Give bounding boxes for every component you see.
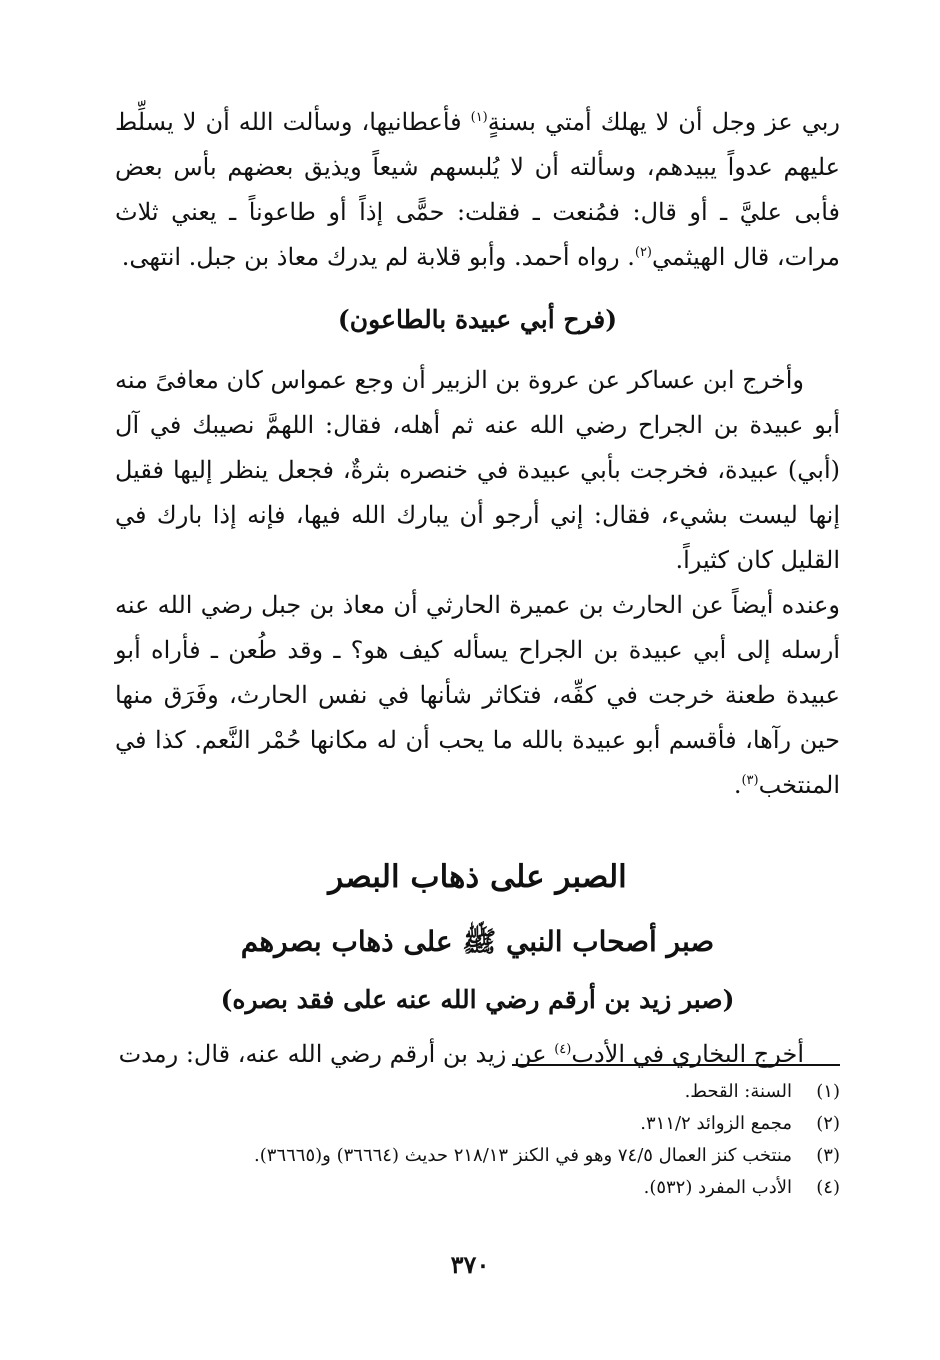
footnote-item <box>115 1172 840 1204</box>
chapter-title: الصبر على ذهاب البصر <box>328 859 627 895</box>
footnote-item <box>115 1108 840 1140</box>
page-number: ٣٧٠ <box>450 1250 490 1279</box>
footnote-divider <box>512 1064 840 1066</box>
paragraph-1-text-c: . رواه أحمد. وأبو قلابة لم يدرك معاذ بن جبل. انتهى. <box>121 243 635 271</box>
subheading-zaid-bin-arqam: (صبر زيد بن أرقم رضي الله عنه على فقد بصره) <box>220 985 735 1014</box>
paragraph-1-text-b: فأعطانيها، وسألت الله أن لا يسلِّط عليهم عدواً يبيدهم، وسألته أن لا يُلبسهم شيعاً ويذيق بعضهم بأس بعض فأبى عليَّ ـ أو قال: فمُنعت ـ فقلت: حمًّى إذاً أو طاعوناً ـ يعني ثلاث مرات، قال الهيثمي <box>115 108 840 271</box>
footnote-ref-2: (٢) <box>634 245 652 260</box>
section-title: صبر أصحاب النبي ﷺ على ذهاب بصرهم <box>240 925 715 958</box>
footnote-ref-4: (٤) <box>554 1042 572 1057</box>
footnote-text: الأدب المفرد (٥٣٢). <box>643 1177 792 1198</box>
paragraph-3-text-a: وعنده أيضاً عن الحارث بن عميرة الحارثي أن معاذ بن جبل رضي الله عنه أرسله إلى أبي عبيدة بن الجراح يسأله كيف هو؟ ـ وقد طُعن ـ فأراه أبو عبيدة طعنة خرجت في كفِّه، فتكاثر شأنها في نفس الحارث، وفَرَق منها حين رآها، فأقسم أبو عبيدة بالله ما يحب أن له مكانها حُمْر النَّعم. كذا في المنتخب <box>115 591 840 799</box>
footnote-number: (٤) <box>816 1177 840 1198</box>
footnote-number: (٣) <box>816 1145 840 1166</box>
footnote-ref-1: (١) <box>470 110 488 125</box>
footnote-item <box>115 1140 840 1172</box>
paragraph-3 <box>115 583 840 808</box>
paragraph-4-text-a: أخرج البخاري في الأدب <box>571 1040 804 1068</box>
footnote-number: (١) <box>816 1081 840 1102</box>
subheading-abu-ubaida: (فرح أبي عبيدة بالطاعون) <box>337 305 618 334</box>
paragraph-4 <box>115 1032 840 1077</box>
paragraph-4-text-b: عن زيد بن أرقم رضي الله عنه، قال: رمدت <box>118 1040 555 1068</box>
footnote-item <box>115 1076 840 1108</box>
footnote-ref-3: (٣) <box>741 773 759 788</box>
paragraph-3-text-b: . <box>733 771 742 799</box>
paragraph-1 <box>115 100 840 280</box>
paragraph-1-text-a: ربي عز وجل أن لا يهلك أمتي بسنةٍ <box>487 108 841 136</box>
footnote-number: (٢) <box>816 1113 840 1134</box>
footnote-text: مجمع الزوائد ٣١١/٢. <box>640 1113 792 1134</box>
page-body <box>115 100 840 1077</box>
footnotes <box>115 1076 840 1204</box>
footnote-text: السنة: القحط. <box>684 1081 792 1102</box>
paragraph-2: وأخرج ابن عساكر عن عروة بن الزبير أن وجع عمواس كان معافىً منه أبو عبيدة بن الجراح رضي الله عنه ثم أهله، فقال: اللهمَّ نصيبك في آل (أبي) عبيدة، فخرجت بأبي عبيدة في خنصره بثرةٌ، فجعل ينظر إليها فقيل إنها ليست بشيء، فقال: إني أرجو أن يبارك الله فيها، فإنه إذا بارك في القليل كان كثيراً. <box>115 366 840 574</box>
footnote-text: منتخب كنز العمال ٧٤/٥ وهو في الكنز ٢١٨/١٣ حديث (٣٦٦٦٤) و(٣٦٦٦٥). <box>254 1145 792 1166</box>
